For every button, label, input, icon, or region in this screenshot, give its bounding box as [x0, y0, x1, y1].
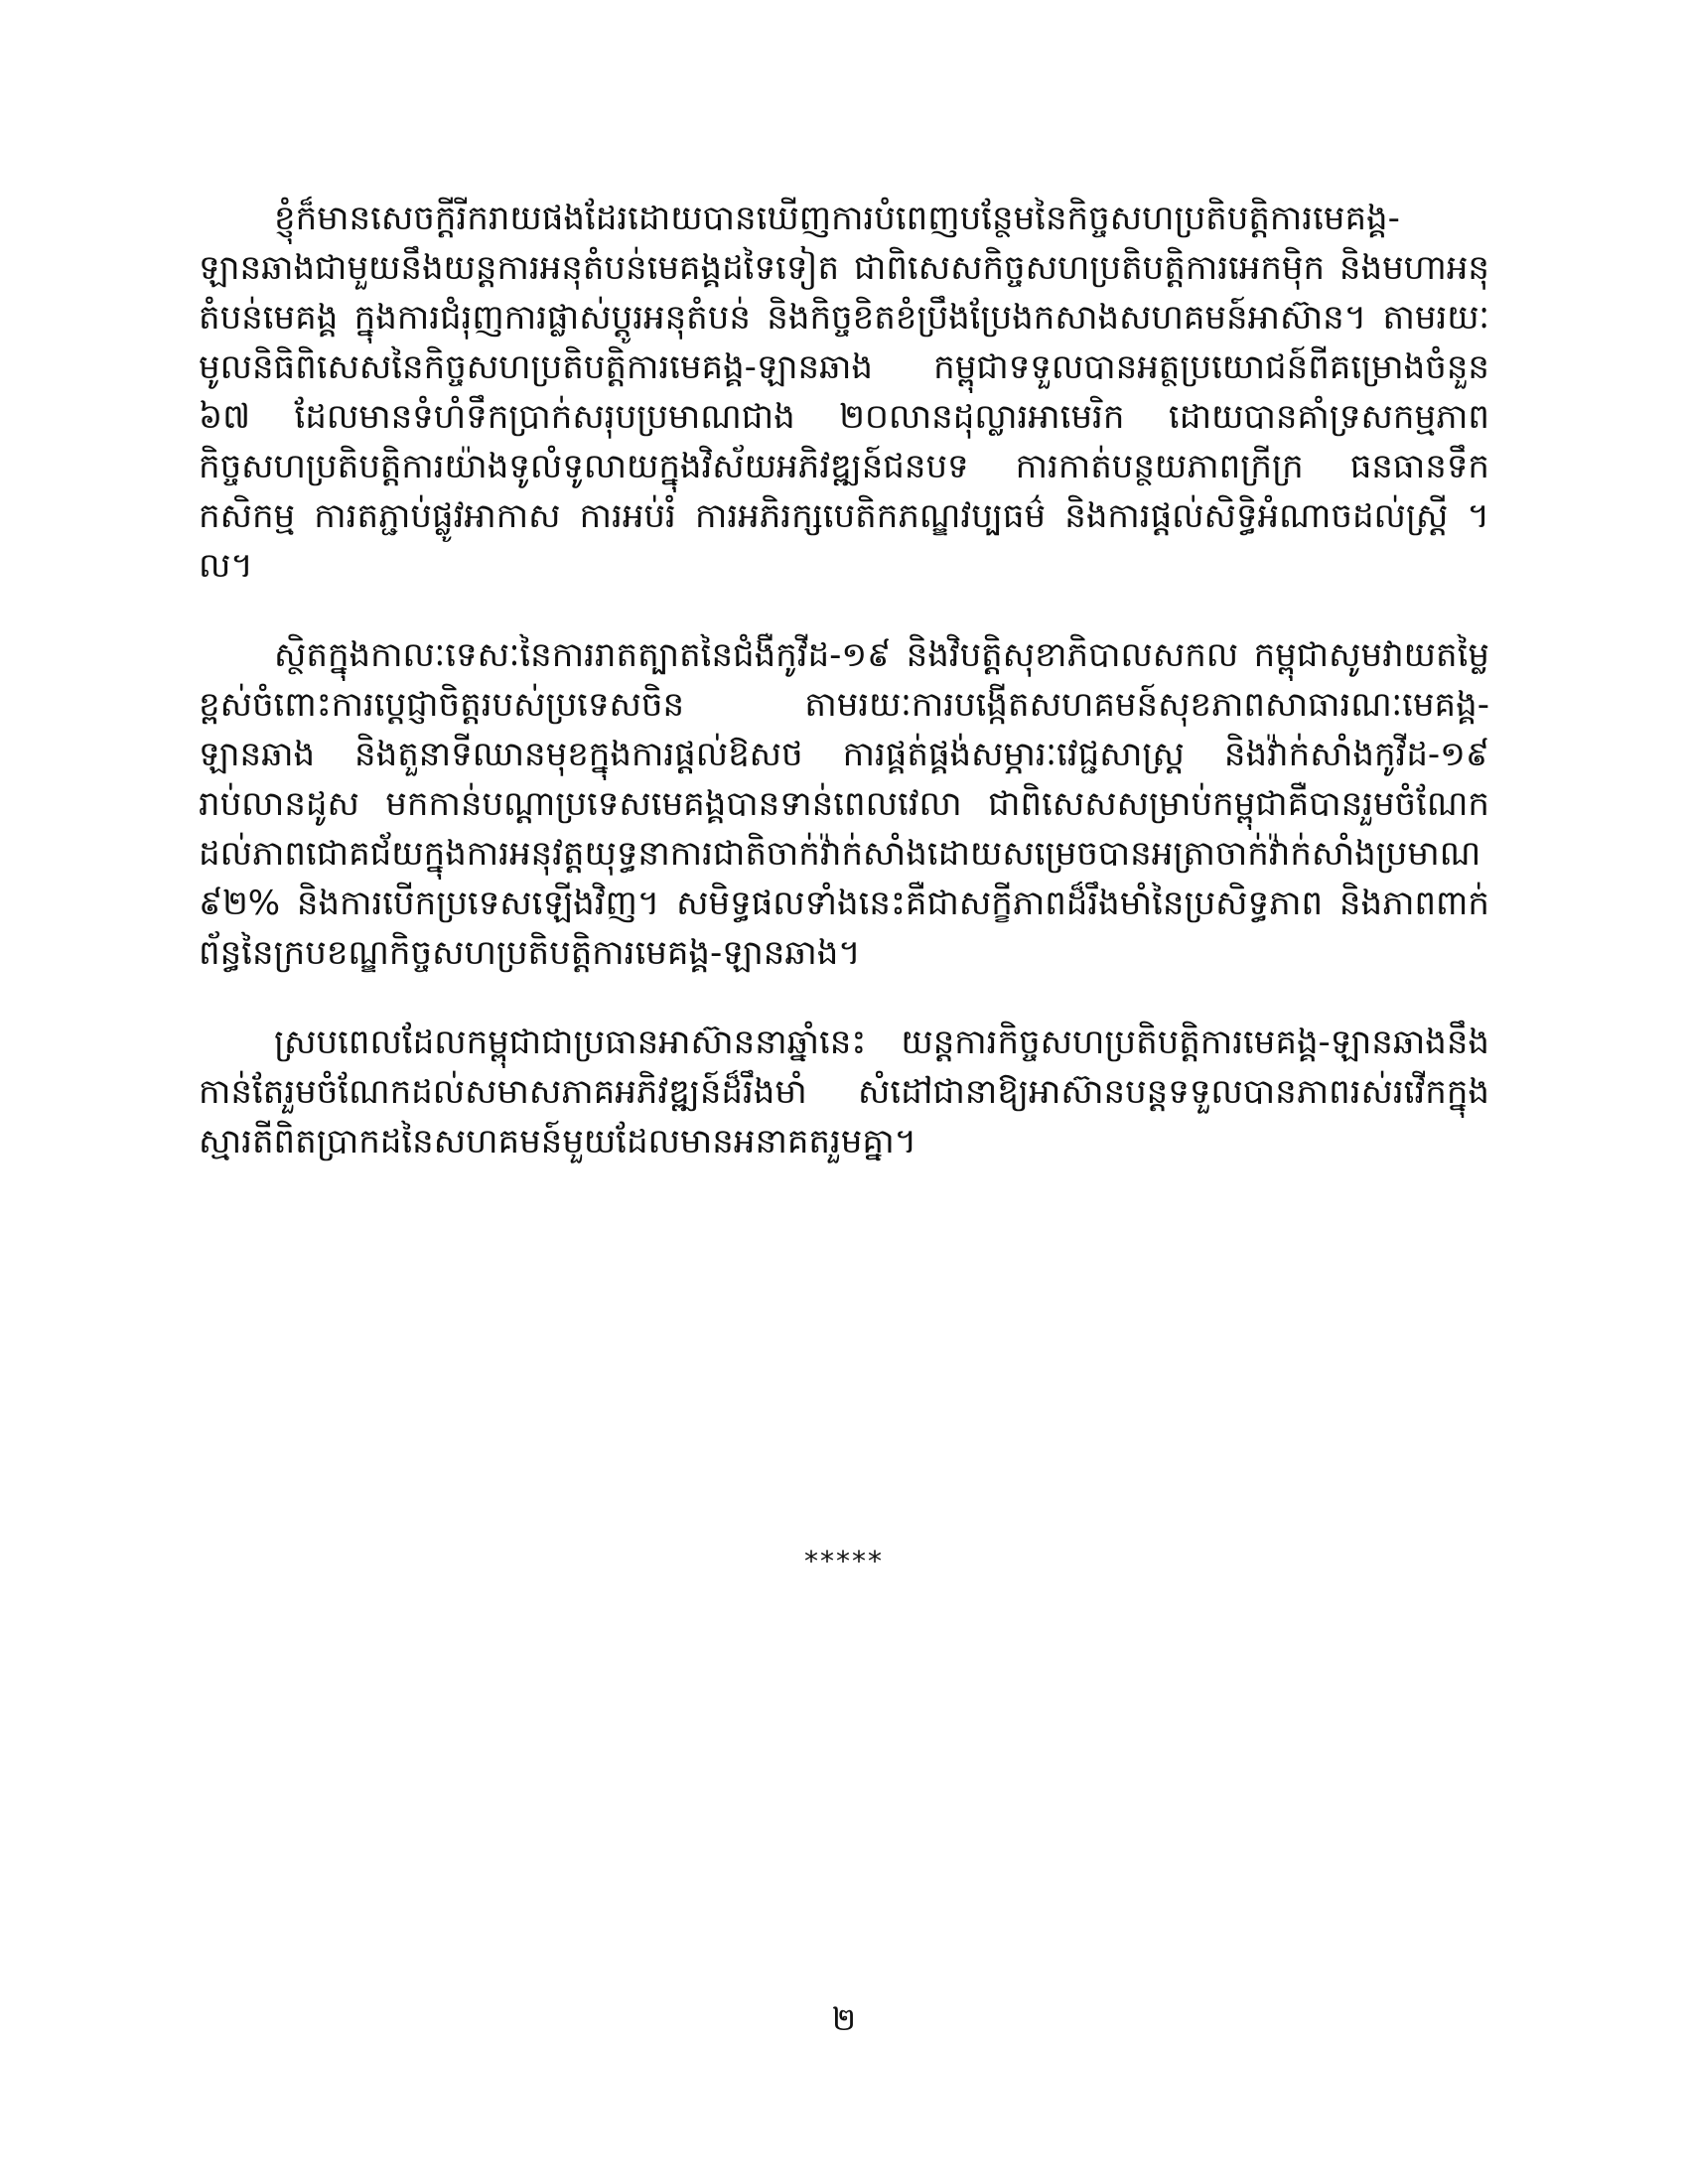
- document-body: [199, 194, 1489, 1206]
- paragraph-3: ស្របពេលដែលកម្ពុជាជាប្រធានអាស៊ាននាឆ្នាំនេះ យន្តការកិច្ចសហប្រតិបត្តិការមេគង្គ-ឡានឆាងនឹងកាន់តែរួមចំណែកដល់សមាសភាគអភិវឌ្ឍន៍ដ៏រឹងមាំ សំដៅជានាឱ្យអាស៊ានបន្តទទួលបានភាពរស់រវើកក្នុងស្មារតីពិតប្រាកដនៃសហគមន៍មួយដែលមានអនាគតរួមគ្នា។: [199, 1023, 1489, 1161]
- paragraph-1: ខ្ញុំក៏មានសេចក្តីរីករាយផងដែរដោយបានឃើញការបំពេញបន្ថែមនៃកិច្ចសហប្រតិបត្តិការមេគង្គ-ឡានឆាងជាមួយនឹងយន្តការអនុតំបន់មេគង្គដទៃទៀត ជាពិសេសកិច្ចសហប្រតិបត្តិការអេកម៉ិក និងមហាអនុតំបន់មេគង្គ ក្នុងការជំរុញការផ្លាស់ប្តូរអនុតំបន់ និងកិច្ចខិតខំប្រឹងប្រែងកសាងសហគមន៍អាស៊ាន។ តាមរយៈមូលនិធិពិសេសនៃកិច្ចសហប្រតិបត្តិការមេគង្គ-ឡានឆាង កម្ពុជាទទួលបានអត្ថប្រយោជន៍ពីគម្រោងចំនួន ៦៧ ដែលមានទំហំទឹកប្រាក់សរុបប្រមាណជាង ២០លានដុល្លារអាមេរិក ដោយបានគាំទ្រសកម្មភាពកិច្ចសហប្រតិបត្តិការយ៉ាងទូលំទូលាយក្នុងវិស័យអភិវឌ្ឍន៍ជនបទ ការកាត់បន្ថយភាពក្រីក្រ ធនធានទឹក កសិកម្ម ការតភ្ជាប់ផ្លូវអាកាស ការអប់រំ ការអភិរក្សបេតិកភណ្ឌវប្បធម៌ និងការផ្តល់សិទ្ធិអំណាចដល់ស្ត្រី ។ល។: [199, 199, 1489, 586]
- page-number: ២: [831, 2000, 857, 2038]
- paragraph-2: ស្ថិតក្នុងកាលៈទេសៈនៃការរាតត្បាតនៃជំងឺកូវីដ-១៩ និងវិបត្តិសុខាភិបាលសកល កម្ពុជាសូមវាយតម្លៃខ្ពស់ចំពោះការប្តេជ្ញាចិត្តរបស់ប្រទេសចិន តាមរយៈការបង្កើតសហគមន៍សុខភាពសាធារណៈមេគង្គ-ឡានឆាង និងតួនាទីឈានមុខក្នុងការផ្តល់ឱសថ ការផ្គត់ផ្គង់សម្ភារៈវេជ្ជសាស្ត្រ និងវ៉ាក់សាំងកូវីដ-១៩ រាប់លានដូស មកកាន់បណ្តាប្រទេសមេគង្គបានទាន់ពេលវេលា ជាពិសេសសម្រាប់កម្ពុជាគឺបានរួមចំណែកដល់ភាពជោគជ័យក្នុងការអនុវត្តយុទ្ធនាការជាតិចាក់វ៉ាក់សាំងដោយសម្រេចបានអត្រាចាក់វ៉ាក់សាំងប្រមាណ ៩២% និងការបើកប្រទេសឡើងវិញ។ សមិទ្ធផលទាំងនេះគឺជាសក្ខីភាពដ៏រឹងមាំនៃប្រសិទ្ធភាព និងភាពពាក់ព័ន្ធនៃក្របខណ្ឌកិច្ចសហប្រតិបត្តិការមេគង្គ-ឡានឆាង។: [199, 635, 1489, 973]
- section-separator: *****: [804, 1545, 884, 1577]
